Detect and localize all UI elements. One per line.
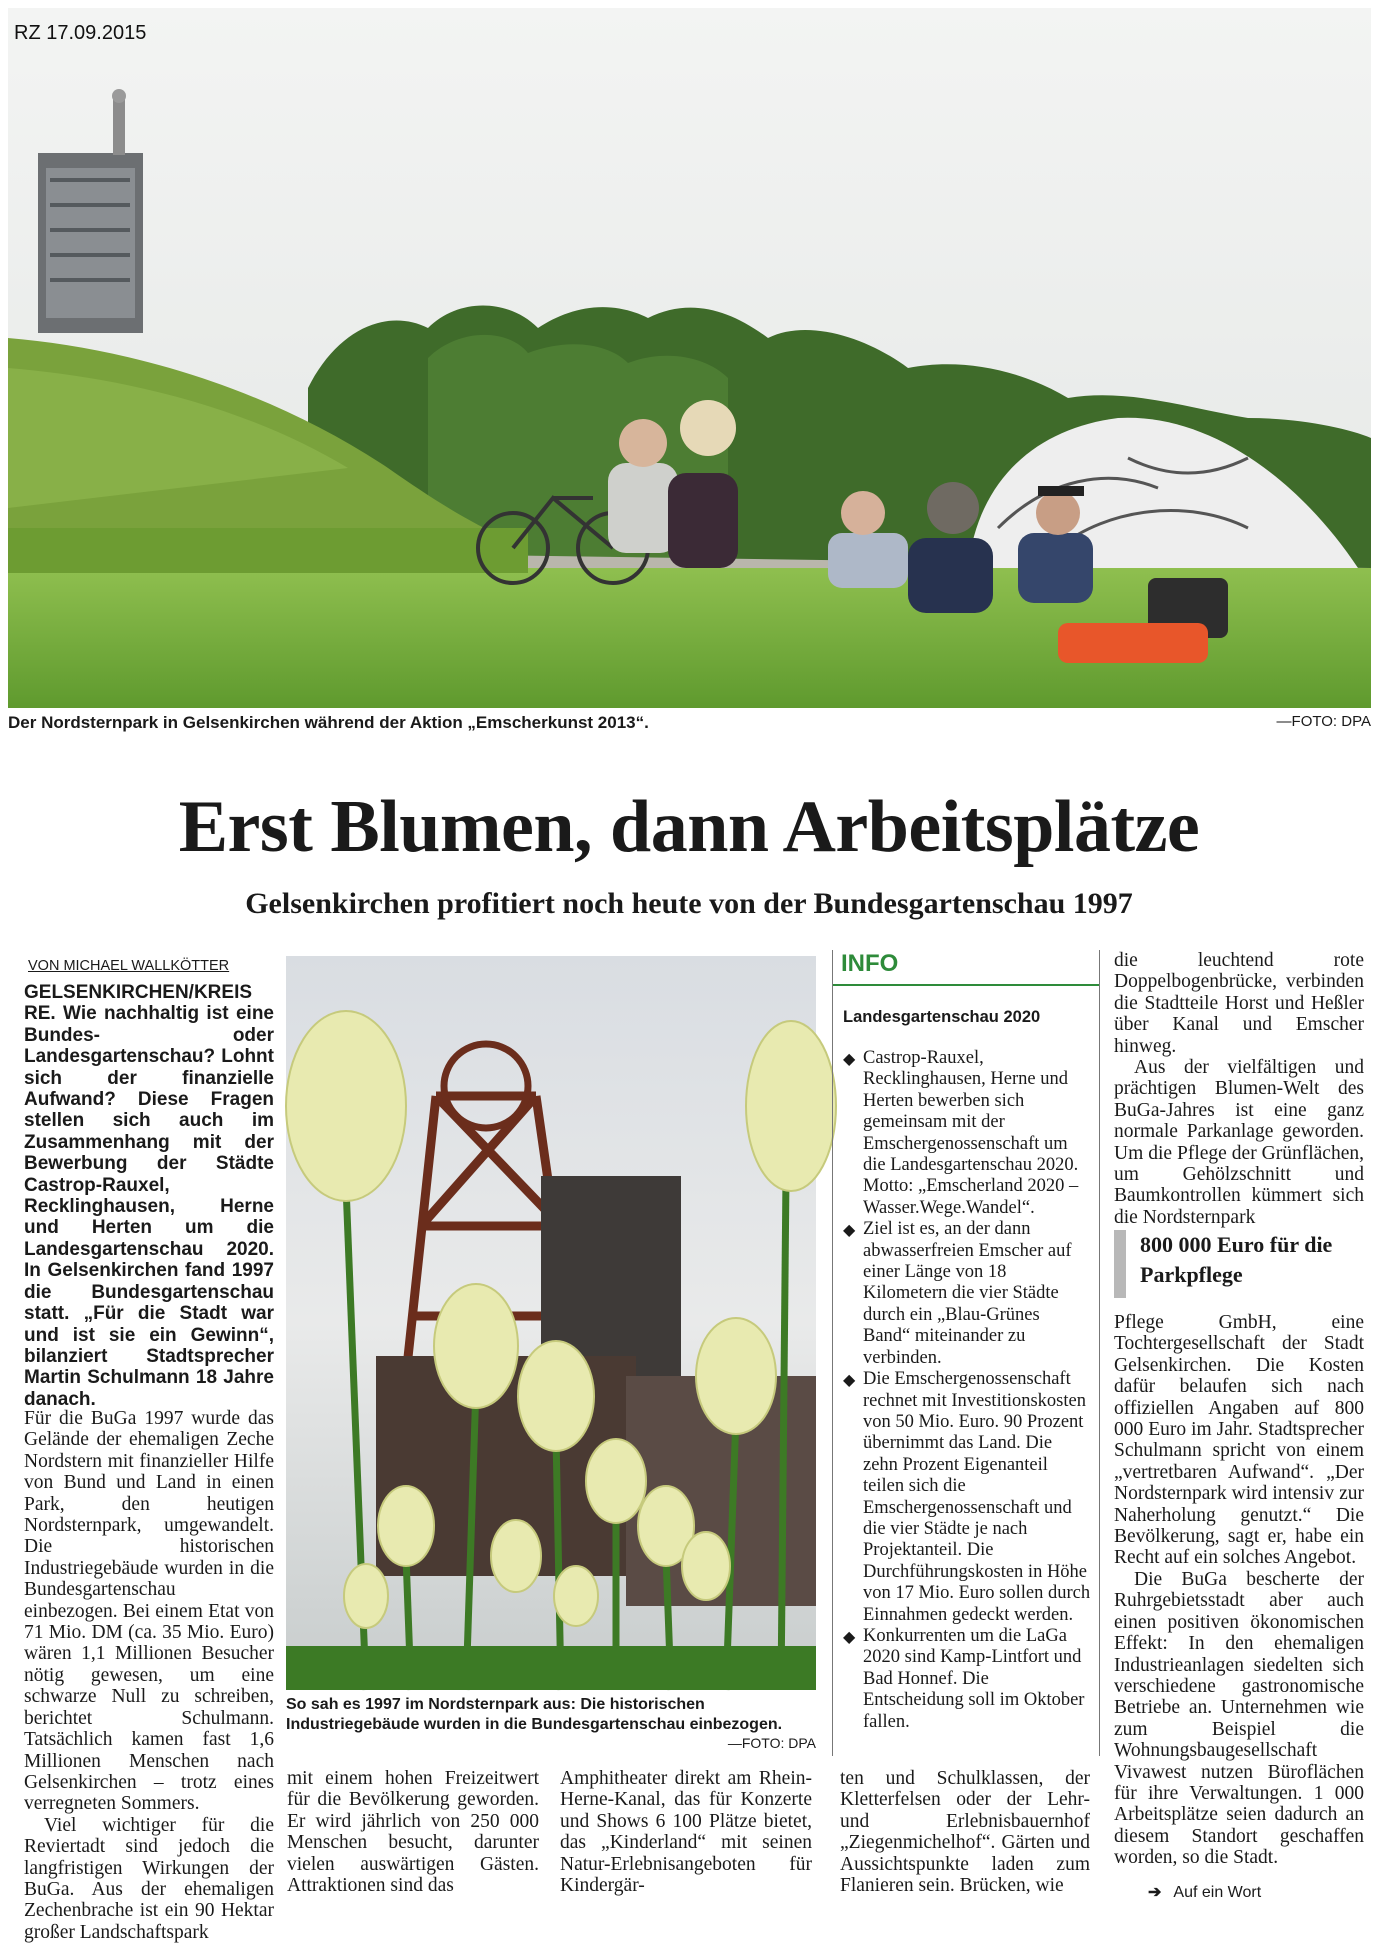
article-column-1 — [24, 1408, 274, 1943]
info-label: INFO — [841, 950, 899, 977]
photo-caption — [8, 713, 1371, 743]
arrow-right-icon: ➔ — [1148, 1884, 1162, 1901]
article-column-5 — [1114, 950, 1364, 1228]
info-item: ◆ Ziel ist es, an der dann abwasserfreien Emscher auf einer Länge von 18 Kilometern die vier Städte durch ein „Blau-Grünes Band“ miteinander zu verbinden. — [843, 1219, 1072, 1368]
continue-link[interactable] — [1148, 1882, 1261, 1902]
paragraph: Viel wichtiger für die Reviertadt sind jedoch die langfristigen Wirkungen der BuGa. Aus der ehemaligen Zechenbrache ist ein 90 Hektar großer Landschaftspark — [24, 1814, 274, 1943]
continue-label: Auf ein Wort — [1173, 1884, 1262, 1901]
info-list — [841, 1048, 1091, 1733]
photo-caption-text: Der Nordsternpark in Gelsenkirchen während der Aktion „Emscherkunst 2013“. — [8, 713, 649, 732]
article-column-2: mit einem hohen Freizeitwert für die Bevölkerung geworden. Er wird jährlich von 250 000 Menschen besucht, darunter vielen auswärtigen Gästen. Attraktionen sind das — [287, 1768, 539, 1897]
info-item: ◆ Konkurrenten um die LaGa 2020 sind Kamp-Lintfort und Bad Honnef. Die Entscheidung soll im Oktober fallen. — [843, 1625, 1085, 1732]
paragraph: Die BuGa bescherte der Ruhrgebietsstadt aber auch einen positiven ökonomischen Effekt: In den ehemaligen Industrieanlagen siedelten sich verschiedene gastronomische Betriebe an. Unternehmen wie zum Beispiel die Wohnungsbaugesellschaft Vivawest nutzen Büroflächen für ihre Verwaltungen. 1 000 Arbeitsplätze seien dadurch an diesem Standort geschaffen worden, so die Stadt. — [1114, 1568, 1364, 1869]
diamond-bullet-icon: ◆ — [843, 1628, 856, 1646]
article-column-3: Amphitheater direkt am Rhein-Herne-Kanal, das für Konzerte und Shows 6 100 Plätze bietet, das „Kinderland“ mit seinen Natur-Erlebnisangeboten für Kindergär- — [560, 1768, 812, 1897]
pull-quote: 800 000 Euro für die Parkpflege — [1114, 1230, 1364, 1298]
article-column-4: ten und Schulklassen, der Kletterfelsen oder der Lehr- und Erlebnisbauernhof „Ziegenmichelhof“. Gärten und Aussichtspunkte laden zum Flanieren sein. Brücken, wie — [840, 1768, 1090, 1897]
date-stamp: RZ 17.09.2015 — [14, 22, 147, 44]
tulips-photo — [286, 956, 816, 1690]
byline: VON MICHAEL WALLKÖTTER — [28, 958, 230, 974]
article-headline: Erst Blumen, dann Arbeitsplätze — [178, 786, 1200, 868]
paragraph: die leuchtend rote Doppelbogenbrücke, verbinden die Stadtteile Horst und Heßler über Kanal und Emscher hinweg. — [1114, 950, 1364, 1057]
info-item: ◆ Castrop-Rauxel, Recklinghausen, Herne und Herten bewerben sich gemeinsam mit der Emschergenossenschaft um die Landesgartenschau 2020. Motto: „Emscherland 2020 – Wasser.Wege.Wandel“. — [843, 1048, 1079, 1218]
paragraph: Für die BuGa 1997 wurde das Gelände der ehemaligen Zeche Nordstern mit finanzieller Hilfe von Bund und Land in einen Park, den heutigen Nordsternpark, umgewandelt. Die historischen Industriegebäude wurden in die Bundesgartenschau einbezogen. Bei einem Etat von 71 Mio. DM (ca. 35 Mio. Euro) wären 1,1 Millionen Besucher nötig gewesen, um eine schwarze Null zu schreiben, berichtet Schulmann. Tatsächlich kamen fast 1,6 Millionen Menschen nach Gelsenkirchen – trotz eines verregneten Sommers. — [24, 1408, 274, 1815]
photo-caption: So sah es 1997 im Nordsternpark aus: Die historischen Industriegebäude wurden in die Bundesgartenschau einbezogen. — [286, 1696, 783, 1733]
info-divider — [833, 984, 1099, 986]
article-intro: GELSENKIRCHEN/KREIS RE. Wie nachhaltig ist eine Bundes- oder Landesgartenschau? Lohnt sich der finanzielle Aufwand? Diese Fragen stellen sich auch im Zusammenhang mit der Bewerbung der Städte Castrop-Rauxel, Recklinghausen, Herne und Herten um die Landesgartenschau 2020. In Gelsenkirchen fand 1997 die Bundesgartenschau statt. „Für die Stadt war und ist sie ein Gewinn“, bilanziert Stadtsprecher Martin Schulmann 18 Jahre danach. — [24, 982, 274, 1410]
diamond-bullet-icon: ◆ — [843, 1051, 856, 1068]
diamond-bullet-icon: ◆ — [843, 1372, 856, 1390]
paragraph: Aus der vielfältigen und prächtigen Blumen-Welt des BuGa-Jahres ist eine ganz normale Parkanlage geworden. Um die Pflege der Grünflächen, um Gehölzschnitt und Baumkontrollen kümmert sich die Nordsternpark — [1114, 1057, 1364, 1228]
photo-credit: —FOTO: DPA — [727, 1735, 816, 1751]
info-title: Landesgartenschau 2020 — [843, 1008, 1041, 1026]
paragraph: Pflege GmbH, eine Tochtergesellschaft der Stadt Gelsenkirchen. Die Kosten dafür belaufen sich nach offiziellen Angaben auf 800 000 Euro im Jahr. Stadtsprecher Schulmann spricht von einem „vertretbaren Aufwand“. „Der Nordsternpark wird intensiv zur Naherholung genutzt.“ Die Bevölkerung, sagt er, habe ein Recht auf ein solches Angebot. — [1114, 1312, 1364, 1569]
article-column-5-continued — [1114, 1312, 1364, 1869]
info-box — [832, 950, 1100, 1756]
park-photo — [8, 8, 1371, 708]
photo-credit: —FOTO: DPA — [1276, 713, 1371, 730]
diamond-bullet-icon: ◆ — [843, 1222, 856, 1240]
article-subheadline: Gelsenkirchen profitiert noch heute von der Bundesgartenschau 1997 — [245, 887, 1133, 920]
info-item: ◆ Die Emschergenossenschaft rechnet mit Investitionskosten von 50 Mio. Euro. 90 Prozent übernimmt das Land. Die zehn Prozent Eigenanteil teilen sich die Emschergenossenschaft und die vier Städte je nach Projektanteil. Die Durchführungskosten in Höhe von 17 Mio. Euro sollen durch Einnahmen gedeckt werden. — [843, 1369, 1091, 1625]
